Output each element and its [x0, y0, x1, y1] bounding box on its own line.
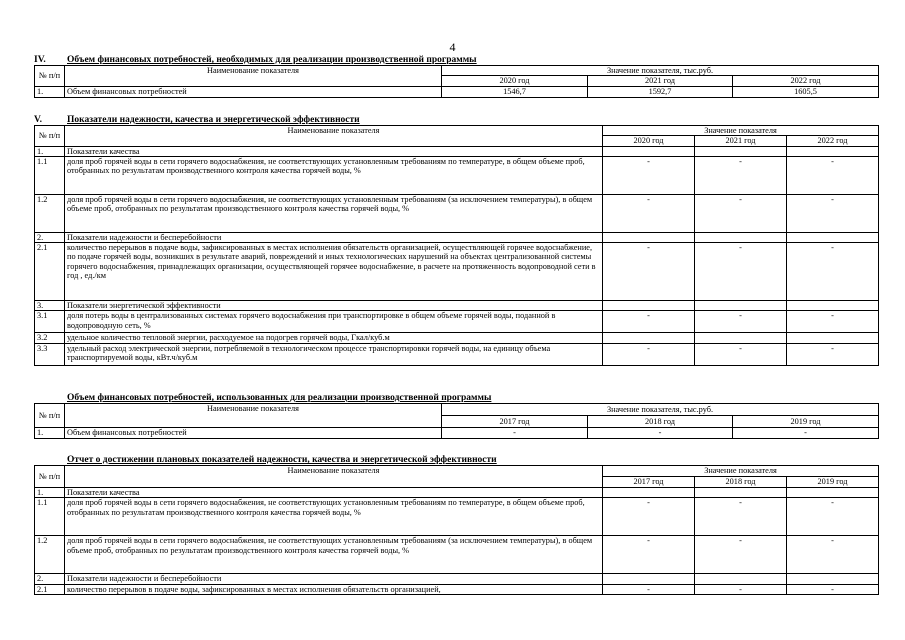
header-value: Значение показателя, тыс.руб. — [442, 66, 879, 76]
table-row — [35, 301, 879, 311]
row-value: - — [695, 156, 787, 194]
header-year: 2020 год — [442, 76, 588, 86]
section-title — [34, 455, 878, 465]
row-value: - — [787, 343, 879, 365]
header-value: Значение показателя, тыс.руб. — [442, 404, 879, 416]
row-value — [695, 301, 787, 311]
row-value: - — [695, 536, 787, 574]
row-name: количество перерывов в подаче воды, зафиксированных в местах исполнения обязательств организацией, осуществляющей горячее водоснабжение, по подаче горячей воды, возникших в результате аварий, повреждений и иных технологических нарушений на объектах централизованной системы горячего водоснабжения, принадлежащих организации, осуществляющей горячее водоснабжение, в расчете на протяженность водопроводной сети в год , ед./км — [65, 243, 603, 301]
row-num: 1. — [35, 488, 65, 498]
row-value: - — [695, 311, 787, 333]
row-value — [695, 488, 787, 498]
row-value — [603, 301, 695, 311]
header-num: № п/п — [35, 466, 65, 488]
header-num: № п/п — [35, 66, 65, 87]
row-name: доля проб горячей воды в сети горячего водоснабжения, не соответствующих установленным требованиям по температуре, в общем объеме проб, отобранных по результатам производственного контроля качества горячей воды, % — [65, 156, 603, 194]
header-name: Наименование показателя — [65, 66, 442, 87]
section-title — [34, 55, 878, 65]
row-value — [603, 333, 695, 343]
row-name: Показатели надежности и бесперебойности — [65, 574, 603, 584]
row-value: - — [695, 584, 787, 594]
header-year: 2018 год — [695, 477, 787, 488]
header-year: 2018 год — [588, 416, 733, 428]
table-row — [35, 232, 879, 242]
header-name: Наименование показателя — [65, 126, 603, 147]
row-name: доля потерь воды в централизованных системах горячего водоснабжения при транспортировке в общем объеме горячей воды, поданной в водопроводную сеть, % — [65, 311, 603, 333]
section-indicators — [34, 115, 878, 366]
row-name: удельный расход электрической энергии, потребляемой в технологическом процессе транспортировки горячей воды, на единицу объема транспортируемой воды, кВт.ч/куб.м — [65, 343, 603, 365]
table-row — [35, 488, 879, 498]
row-value — [603, 146, 695, 156]
row-value — [787, 574, 879, 584]
row-value — [603, 232, 695, 242]
row-value: - — [787, 156, 879, 194]
row-value: - — [787, 194, 879, 232]
section-report — [34, 455, 878, 595]
row-num: 2. — [35, 232, 65, 242]
table-row — [35, 584, 879, 594]
row-value: - — [603, 156, 695, 194]
used-financial-needs-table — [34, 403, 879, 439]
row-value — [787, 488, 879, 498]
header-num: № п/п — [35, 404, 65, 428]
row-value: - — [695, 194, 787, 232]
row-value: 1605,5 — [733, 86, 879, 97]
row-value — [695, 232, 787, 242]
row-num: 2. — [35, 574, 65, 584]
row-value: - — [787, 498, 879, 536]
row-num: 1.2 — [35, 536, 65, 574]
row-num: 3.3 — [35, 343, 65, 365]
header-year: 2019 год — [733, 416, 879, 428]
row-name: Показатели качества — [65, 146, 603, 156]
page-number: 4 — [449, 40, 456, 54]
row-value: - — [695, 498, 787, 536]
table-row — [35, 194, 879, 232]
header-name: Наименование показателя — [65, 466, 603, 488]
row-num: 1. — [35, 146, 65, 156]
section-title-text: Отчет о достижении плановых показателей надежности, качества и энергетической эффективности — [67, 455, 497, 465]
indicators-table — [34, 125, 879, 366]
table-row — [35, 333, 879, 343]
row-value — [695, 333, 787, 343]
row-name: количество перерывов в подаче воды, зафиксированных в местах исполнения обязательств организацией, — [65, 584, 603, 594]
report-table — [34, 465, 879, 595]
section-title-text: Объем финансовых потребностей, необходимых для реализации производственной программы — [67, 55, 477, 65]
row-num: 3. — [35, 301, 65, 311]
section-number: IV. — [34, 55, 46, 65]
header-name: Наименование показателя — [65, 404, 442, 428]
header-value: Значение показателя — [603, 466, 879, 477]
row-num: 2.1 — [35, 584, 65, 594]
row-value: - — [787, 243, 879, 301]
table-row — [35, 156, 879, 194]
table-row — [35, 536, 879, 574]
row-num: 1.2 — [35, 194, 65, 232]
row-num: 1. — [35, 428, 65, 439]
row-value: 1546,7 — [442, 86, 588, 97]
table-row — [35, 311, 879, 333]
row-name: Показатели энергетической эффективности — [65, 301, 603, 311]
row-value: - — [787, 311, 879, 333]
table-row — [35, 86, 879, 97]
row-name: удельное количество тепловой энергии, расходуемое на подогрев горячей воды, Гкал/куб.м — [65, 333, 603, 343]
table-row — [35, 428, 879, 439]
row-name: доля проб горячей воды в сети горячего водоснабжения, не соответствующих установленным требованиям по температуре, в общем объеме проб, отобранных по результатам производственного контроля качества горячей воды, % — [65, 498, 603, 536]
row-value: - — [603, 498, 695, 536]
row-value: - — [603, 243, 695, 301]
row-value: - — [603, 584, 695, 594]
table-row — [35, 574, 879, 584]
row-value — [695, 574, 787, 584]
row-value: - — [733, 428, 879, 439]
header-value: Значение показателя — [603, 126, 879, 136]
row-name: Показатели надежности и бесперебойности — [65, 232, 603, 242]
table-row — [35, 146, 879, 156]
row-value: - — [603, 343, 695, 365]
section-used-financial-needs — [34, 393, 878, 439]
row-value: - — [603, 194, 695, 232]
row-value: - — [695, 243, 787, 301]
row-num: 1.1 — [35, 498, 65, 536]
section-title-text: Объем финансовых потребностей, использованных для реализации производственной программы — [67, 393, 492, 403]
row-value — [787, 146, 879, 156]
row-num: 3.1 — [35, 311, 65, 333]
row-value — [695, 146, 787, 156]
header-year: 2022 год — [787, 136, 879, 146]
row-name: доля проб горячей воды в сети горячего водоснабжения, не соответствующих установленным требованиям (за исключением температуры), в общем объеме проб, отобранных по результатам производственного контроля качества горячей воды, % — [65, 536, 603, 574]
row-num: 1.1 — [35, 156, 65, 194]
financial-needs-table — [34, 65, 879, 98]
row-num: 1. — [35, 86, 65, 97]
row-name: Объем финансовых потребностей — [65, 86, 442, 97]
row-value: - — [603, 311, 695, 333]
section-financial-needs — [34, 55, 878, 98]
section-title — [34, 393, 878, 403]
table-row — [35, 243, 879, 301]
row-num: 3.2 — [35, 333, 65, 343]
row-value: - — [588, 428, 733, 439]
row-value — [787, 232, 879, 242]
header-year: 2020 год — [603, 136, 695, 146]
row-name: Объем финансовых потребностей — [65, 428, 442, 439]
row-value: 1592,7 — [588, 86, 733, 97]
section-number: V. — [34, 115, 43, 125]
row-value: - — [787, 536, 879, 574]
header-year: 2021 год — [588, 76, 733, 86]
row-value: - — [787, 584, 879, 594]
header-year: 2021 год — [695, 136, 787, 146]
row-name: Показатели качества — [65, 488, 603, 498]
row-name: доля проб горячей воды в сети горячего водоснабжения, не соответствующих установленным требованиям (за исключением температуры), в общем объеме проб, отобранных по результатам производственного контроля качества горячей воды, % — [65, 194, 603, 232]
row-value — [787, 333, 879, 343]
row-value — [603, 574, 695, 584]
table-row — [35, 498, 879, 536]
header-year: 2017 год — [603, 477, 695, 488]
row-value: - — [442, 428, 588, 439]
section-title-text: Показатели надежности, качества и энергетической эффективности — [67, 115, 360, 125]
row-num: 2.1 — [35, 243, 65, 301]
row-value: - — [603, 536, 695, 574]
header-year: 2017 год — [442, 416, 588, 428]
header-year: 2019 год — [787, 477, 879, 488]
header-year: 2022 год — [733, 76, 879, 86]
header-num: № п/п — [35, 126, 65, 147]
table-row — [35, 343, 879, 365]
row-value — [787, 301, 879, 311]
row-value — [603, 488, 695, 498]
row-value: - — [695, 343, 787, 365]
section-title — [34, 115, 878, 125]
